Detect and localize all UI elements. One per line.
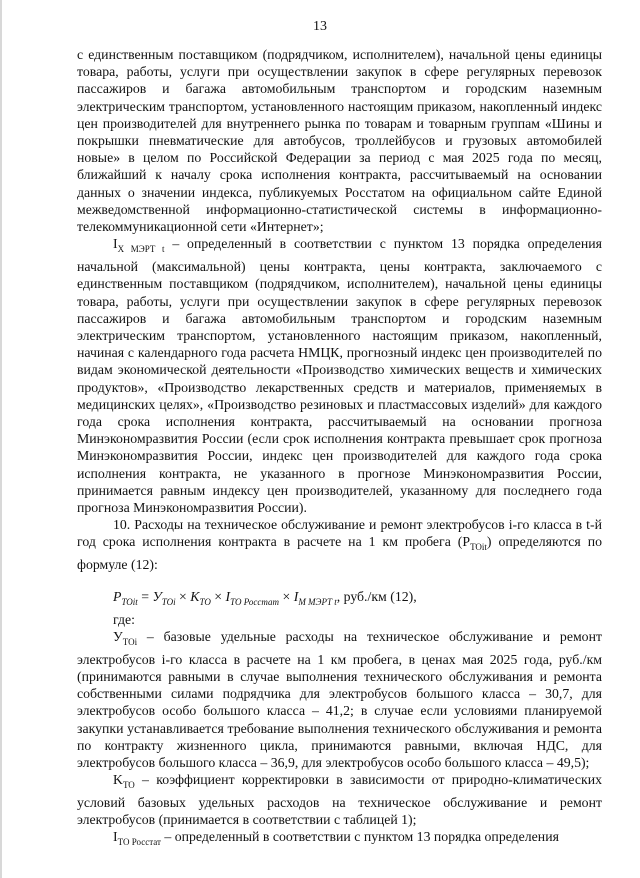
formula-x2: ×	[210, 588, 226, 604]
formula-u-sub: TOi	[161, 596, 176, 607]
symbol-i-to-subscript: TO Росстат	[117, 837, 161, 848]
item-10-text: 10. Расходы на техническое обслуживание и ремонт электробусов i-го класса в t-й год срока исполнения контракта в расчете на 1 км пробега (P	[77, 517, 602, 550]
formula-x3: ×	[279, 588, 294, 604]
symbol-k-subscript: TO	[122, 779, 135, 790]
paragraph-ix-mert	[77, 235, 602, 516]
paragraph-u-toi-text: – базовые удельные расходы на техническое обслуживание и ремонт электробусов i-го класса в расчете на 1 км пробега, в ценах мая 2025 года, руб./км (принимаются равными в случае выполнения технического обслуживания и ремонта собственными силами подрядчика для электробусов большого класса – 30,7, для электробусов особо большого класса – 41,2; в случае если условиями планируемой закупки устанавливается требование выполнения технического обслуживания и ремонта по контракту жизненного цикла, принимаются равными, включая НДС, для электробусов большого класса – 36,9, для электробусов особо большого класса – 49,5);	[77, 628, 602, 770]
paragraph-item-10	[77, 516, 602, 573]
item-10-end: ) определяются по формуле (12):	[77, 534, 602, 573]
formula-p: P	[113, 588, 122, 604]
symbol-i-subscript: X МЭРТ t	[117, 243, 165, 254]
formula-p-sub: TOit	[121, 596, 138, 607]
formula-k-sub: TO	[199, 596, 211, 607]
formula-i2-sub: M МЭРТ t	[298, 596, 337, 607]
symbol-u-subscript: TOi	[122, 636, 138, 647]
paragraph-i-to-rosstat	[77, 828, 602, 851]
formula-x1: ×	[175, 588, 191, 604]
symbol-u: У	[113, 628, 123, 644]
paragraph-ix-mert-text: – определенный в соответствии с пунктом 13 порядка определения начальной (максимальной) цены контракта, цены контракта, заключаемого с единственным поставщиком (подрядчиком, исполнителем), начальной цены единицы товара, работы, услуги при осуществлении закупок в сфере регулярных перевозок пассажиров и багажа автомобильным транспортом и городским наземным электрическим транспортом, установленного настоящим приказом, накопленный, начиная с календарного года расчета НМЦК, прогнозный индекс цен производителей по видам экономической деятельности «Производство химических веществ и химических продуктов», «Производство лекарственных средств и материалов, применяемых в медицинских целях», «Производство резиновых и пластмассовых изделий» для каждого года срока исполнения контракта, рассчитываемый на основании прогноза Минэкономразвития России (если срок исполнения контракта превышает срок прогноза Минэкономразвития России, индекс цен производителей для каждого года срока исполнения контракта, не указанного в прогнозе Минэкономразвития России, принимается равным индексу цен производителей, указанному для последнего года прогноза Минэкономразвития России).	[77, 236, 603, 516]
formula-i2: I	[293, 588, 299, 604]
formula-u: У	[152, 588, 162, 604]
symbol-k: K	[113, 772, 123, 788]
document-body	[77, 46, 602, 851]
paragraph-cont: с единственным поставщиком (подрядчиком, исполнителем), начальной цены единицы товара, работы, услуги при осуществлении закупок в сфере регулярных перевозок пассажиров и багажа автомобильным транспортом и городским наземным электрическим транспортом, установленного настоящим приказом, накопленный индекс цен производителей для внутреннего рынка по товарам и товарным группам «Шины и покрышки пневматические для автобусов, троллейбусов и грузовых автомобилей новые» в целом по Российской Федерации за период с мая 2025 года по месяц, ближайший к началу срока исполнения контракта, рассчитываемый на основании данных о значении индекса, публикуемых Росстатом на официальном сайте Единой межведомственной информационно-статистической системы в информационно-телекоммуникационной сети «Интернет»;	[77, 47, 602, 235]
where-label: где:	[113, 611, 135, 627]
paragraph-i-to-rosstat-text: – определенный в соответствии с пунктом 13 порядка определения	[160, 829, 559, 845]
page-number: 13	[313, 19, 327, 34]
formula-eq: =	[137, 588, 153, 604]
paragraph-k-to	[77, 771, 602, 828]
scan-edge	[0, 0, 2, 878]
paragraph-k-to-text: – коэффициент корректировки в зависимости от природно-климатических условий базовых удельных расходов на техническое обслуживание и ремонт электробусов (принимается в соответствии с таблицей 1);	[77, 772, 602, 828]
formula-k: K	[190, 588, 200, 604]
symbol-i: I	[113, 236, 118, 252]
paragraph-u-toi	[77, 628, 602, 771]
formula-12	[77, 588, 602, 611]
formula-i1-sub: TO Росстат	[230, 596, 280, 607]
formula-i1: I	[225, 588, 231, 604]
item-10-subscript: TOit	[470, 542, 487, 553]
symbol-i-to: I	[113, 829, 118, 845]
formula-tail: , руб./км (12),	[336, 588, 417, 604]
